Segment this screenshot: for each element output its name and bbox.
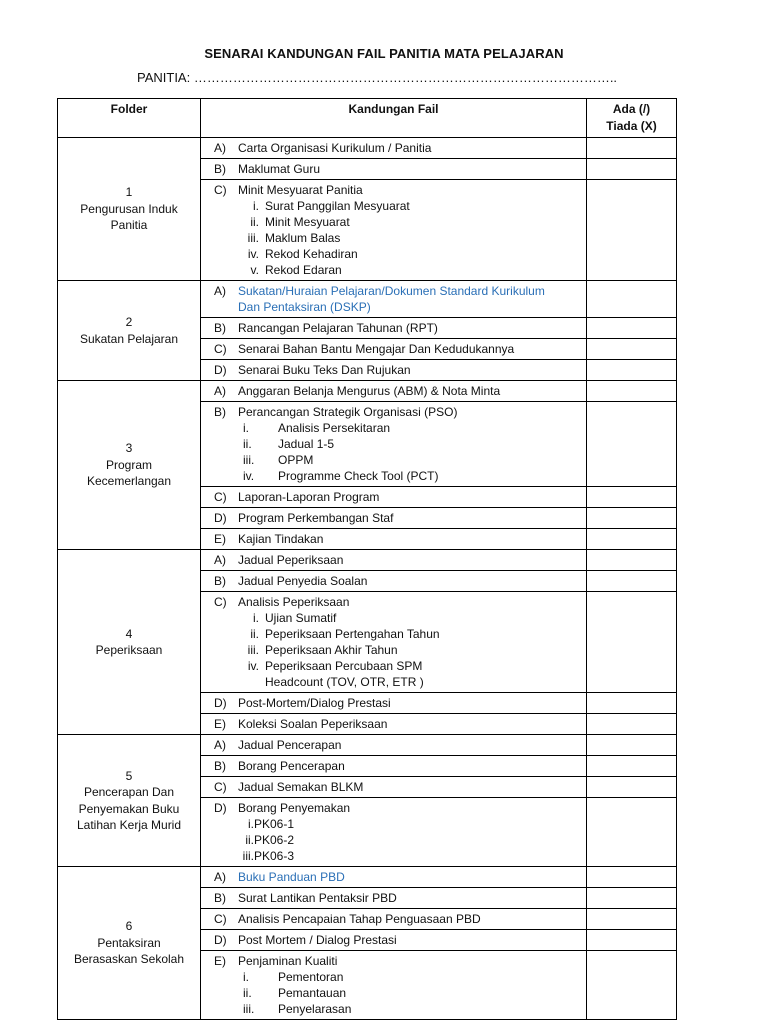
item-text: Kajian Tindakan bbox=[238, 532, 324, 546]
content-item bbox=[201, 714, 586, 734]
ada-tiada-cell[interactable] bbox=[587, 360, 677, 381]
item-text: Sukatan/Huraian Pelajaran/Dokumen Standard Kurikulum bbox=[238, 284, 545, 298]
content-item bbox=[201, 735, 586, 755]
item-letter: A) bbox=[214, 284, 226, 298]
sub-item bbox=[201, 246, 586, 262]
sub-item bbox=[201, 626, 586, 642]
content-cell bbox=[201, 487, 587, 508]
sub-item bbox=[201, 420, 586, 436]
item-letter: C) bbox=[214, 595, 227, 609]
sub-item-text: Rekod Edaran bbox=[265, 263, 342, 277]
content-item bbox=[201, 867, 586, 887]
ada-tiada-cell[interactable] bbox=[587, 318, 677, 339]
folder-name-line: Kecemerlangan bbox=[86, 474, 172, 489]
item-text: Maklumat Guru bbox=[238, 162, 321, 176]
item-text: Jadual Peperiksaan bbox=[238, 553, 344, 567]
item-text: Jadual Semakan BLKM bbox=[238, 780, 364, 794]
folder-name-line: Program bbox=[105, 457, 152, 472]
item-text: Program Perkembangan Staf bbox=[238, 511, 394, 525]
content-cell bbox=[201, 714, 587, 735]
header-kandungan: Kandungan Fail bbox=[201, 99, 587, 138]
item-letter: C) bbox=[214, 342, 227, 356]
sub-item-numeral: ii. bbox=[243, 437, 252, 451]
header-folder: Folder bbox=[58, 99, 201, 138]
content-item bbox=[201, 930, 586, 950]
sub-item-numeral: i. bbox=[248, 817, 254, 831]
sub-item-numeral: iii. bbox=[243, 453, 255, 467]
sub-item bbox=[201, 642, 586, 658]
content-cell bbox=[201, 159, 587, 180]
item-text: Jadual Penyedia Soalan bbox=[238, 574, 368, 588]
item-text: Surat Lantikan Pentaksir PBD bbox=[238, 891, 397, 905]
content-item bbox=[201, 180, 586, 200]
table-row bbox=[58, 735, 677, 756]
sub-item bbox=[201, 262, 586, 278]
sub-item bbox=[201, 198, 586, 214]
sub-item bbox=[201, 468, 586, 484]
sub-item bbox=[201, 969, 586, 985]
sub-item-text: Rekod Kehadiran bbox=[265, 247, 358, 261]
content-cell bbox=[201, 693, 587, 714]
sub-item-text: Maklum Balas bbox=[265, 231, 341, 245]
item-letter: E) bbox=[214, 532, 226, 546]
content-cell bbox=[201, 756, 587, 777]
sub-item bbox=[201, 985, 586, 1001]
sub-item-numeral: i. bbox=[253, 611, 259, 625]
item-letter: C) bbox=[214, 912, 227, 926]
content-cell bbox=[201, 777, 587, 798]
content-cell bbox=[201, 888, 587, 909]
item-letter: E) bbox=[214, 954, 226, 968]
content-item bbox=[201, 756, 586, 776]
sub-item-text: Ujian Sumatif bbox=[265, 611, 337, 625]
sub-item-text: OPPM bbox=[278, 453, 314, 467]
sub-item-numeral: ii. bbox=[245, 833, 254, 847]
content-item bbox=[201, 138, 586, 158]
item-letter: A) bbox=[214, 738, 226, 752]
content-item bbox=[201, 951, 586, 971]
sub-item bbox=[201, 452, 586, 468]
item-letter: B) bbox=[214, 574, 226, 588]
folder-name-line: Sukatan Pelajaran bbox=[79, 331, 179, 346]
sub-item-text: Jadual 1-5 bbox=[278, 437, 335, 451]
folder-number: 1 bbox=[125, 185, 133, 200]
item-text-continued: Dan Pentaksiran (DSKP) bbox=[238, 300, 371, 314]
sub-item-text: Programme Check Tool (PCT) bbox=[278, 469, 439, 483]
sub-item bbox=[201, 674, 586, 690]
item-text: Senarai Bahan Bantu Mengajar Dan Kedudukannya bbox=[238, 342, 515, 356]
sub-item bbox=[201, 832, 586, 848]
content-cell bbox=[201, 930, 587, 951]
item-letter: A) bbox=[214, 384, 226, 398]
ada-tiada-cell[interactable] bbox=[587, 159, 677, 180]
sub-item-numeral: ii. bbox=[250, 627, 259, 641]
content-item bbox=[201, 529, 586, 549]
file-contents-table bbox=[57, 98, 677, 1020]
table-row bbox=[58, 281, 677, 318]
content-item bbox=[201, 592, 586, 612]
folder-number: 3 bbox=[125, 441, 133, 456]
item-letter: B) bbox=[214, 321, 226, 335]
item-letter: A) bbox=[214, 553, 226, 567]
ada-tiada-cell[interactable] bbox=[587, 571, 677, 592]
item-text: Carta Organisasi Kurikulum / Panitia bbox=[238, 141, 432, 155]
content-item bbox=[201, 508, 586, 528]
sub-item bbox=[201, 848, 586, 864]
content-item bbox=[201, 281, 586, 301]
content-item bbox=[201, 798, 586, 818]
content-item bbox=[201, 318, 586, 338]
page-title: SENARAI KANDUNGAN FAIL PANITIA MATA PELAJARAN bbox=[204, 46, 564, 61]
header-ada-tiada bbox=[587, 99, 677, 138]
item-letter: E) bbox=[214, 717, 226, 731]
folder-cell bbox=[58, 735, 201, 867]
ada-tiada-cell[interactable] bbox=[587, 508, 677, 529]
sub-item-text: Peperiksaan Percubaan SPM bbox=[265, 659, 423, 673]
content-cell bbox=[201, 381, 587, 402]
sub-item-list bbox=[201, 610, 586, 692]
panitia-line: PANITIA: …………………………………………………………………………………….. bbox=[137, 70, 618, 85]
item-text: Post-Mortem/Dialog Prestasi bbox=[238, 696, 391, 710]
sub-item-text: Peperiksaan Akhir Tahun bbox=[265, 643, 398, 657]
ada-tiada-cell[interactable] bbox=[587, 138, 677, 159]
item-text: Rancangan Pelajaran Tahunan (RPT) bbox=[238, 321, 438, 335]
table-row bbox=[58, 138, 677, 159]
content-item bbox=[201, 487, 586, 507]
sub-item-numeral: i. bbox=[243, 970, 249, 984]
table-row bbox=[58, 381, 677, 402]
sub-item-numeral: iii. bbox=[247, 643, 259, 657]
item-text: Analisis Pencapaian Tahap Penguasaan PBD bbox=[238, 912, 481, 926]
item-letter: B) bbox=[214, 405, 226, 419]
content-cell bbox=[201, 339, 587, 360]
sub-item-numeral: ii. bbox=[250, 215, 259, 229]
item-text: Penjaminan Kualiti bbox=[238, 954, 338, 968]
content-cell bbox=[201, 951, 587, 1020]
content-item bbox=[201, 888, 586, 908]
folder-cell bbox=[58, 138, 201, 281]
sub-item-text: Minit Mesyuarat bbox=[265, 215, 350, 229]
ada-tiada-cell[interactable] bbox=[587, 180, 677, 281]
content-cell bbox=[201, 867, 587, 888]
sub-item-numeral: iv. bbox=[243, 469, 255, 483]
sub-item-text: Pemantauan bbox=[278, 986, 347, 1000]
content-cell bbox=[201, 508, 587, 529]
folder-number: 4 bbox=[125, 626, 133, 641]
ada-tiada-cell[interactable] bbox=[587, 339, 677, 360]
ada-tiada-cell[interactable] bbox=[587, 281, 677, 318]
sub-item-text: Peperiksaan Pertengahan Tahun bbox=[265, 627, 440, 641]
sub-item bbox=[201, 230, 586, 246]
sub-item bbox=[201, 436, 586, 452]
ada-tiada-cell[interactable] bbox=[587, 529, 677, 550]
folder-name-line: Berasaskan Sekolah bbox=[73, 952, 185, 967]
content-item bbox=[201, 777, 586, 797]
content-cell bbox=[201, 138, 587, 159]
sub-item bbox=[201, 816, 586, 832]
ada-tiada-cell[interactable] bbox=[587, 888, 677, 909]
ada-tiada-cell[interactable] bbox=[587, 756, 677, 777]
ada-tiada-cell[interactable] bbox=[587, 867, 677, 888]
item-letter: B) bbox=[214, 759, 226, 773]
item-letter: C) bbox=[214, 183, 227, 197]
content-item bbox=[201, 381, 586, 401]
sub-item-text: PK06-2 bbox=[254, 833, 295, 847]
ada-tiada-cell[interactable] bbox=[587, 798, 677, 867]
sub-item bbox=[201, 1001, 586, 1017]
sub-item-list bbox=[201, 198, 586, 280]
content-cell bbox=[201, 318, 587, 339]
item-letter: A) bbox=[214, 141, 226, 155]
folder-name-line: Peperiksaan bbox=[95, 643, 163, 657]
sub-item-text: Penyelarasan bbox=[278, 1002, 352, 1016]
sub-item-numeral: ii. bbox=[243, 986, 252, 1000]
sub-item-numeral: i. bbox=[253, 199, 259, 213]
folder-name-line: Panitia bbox=[110, 218, 148, 233]
sub-item-numeral bbox=[201, 674, 265, 690]
folder-name-line: Pencerapan Dan bbox=[83, 785, 175, 799]
ada-tiada-cell[interactable] bbox=[587, 550, 677, 571]
sub-item-text: PK06-3 bbox=[254, 849, 295, 863]
item-letter: B) bbox=[214, 162, 226, 176]
sub-item-numeral: v. bbox=[250, 263, 259, 277]
item-text: Buku Panduan PBD bbox=[238, 870, 345, 884]
item-text: Minit Mesyuarat Panitia bbox=[238, 183, 363, 197]
sub-item-numeral: iv. bbox=[247, 247, 259, 261]
item-letter: D) bbox=[214, 801, 227, 815]
content-item bbox=[201, 339, 586, 359]
ada-tiada-cell[interactable] bbox=[587, 487, 677, 508]
content-item bbox=[201, 360, 586, 380]
content-cell bbox=[201, 180, 587, 281]
item-letter: D) bbox=[214, 933, 227, 947]
folder-cell bbox=[58, 867, 201, 1020]
sub-item-numeral: iii. bbox=[247, 231, 259, 245]
folder-number: 2 bbox=[125, 315, 133, 329]
item-text: Laporan-Laporan Program bbox=[238, 490, 380, 504]
content-cell bbox=[201, 735, 587, 756]
sub-item bbox=[201, 658, 586, 674]
folder-cell bbox=[58, 381, 201, 550]
ada-tiada-cell[interactable] bbox=[587, 693, 677, 714]
item-text: Borang Penyemakan bbox=[238, 801, 351, 815]
ada-tiada-cell[interactable] bbox=[587, 951, 677, 1020]
content-item bbox=[201, 909, 586, 929]
content-cell bbox=[201, 529, 587, 550]
item-text: Koleksi Soalan Peperiksaan bbox=[238, 717, 388, 731]
header-ada: Ada (/) bbox=[612, 102, 651, 116]
ada-tiada-cell[interactable] bbox=[587, 592, 677, 693]
ada-tiada-cell[interactable] bbox=[587, 930, 677, 951]
content-item bbox=[201, 402, 586, 422]
ada-tiada-cell[interactable] bbox=[587, 735, 677, 756]
content-cell bbox=[201, 909, 587, 930]
ada-tiada-cell[interactable] bbox=[587, 381, 677, 402]
content-item bbox=[201, 571, 586, 591]
table-header-row bbox=[58, 99, 677, 138]
folder-name-line: Pentaksiran bbox=[97, 935, 161, 950]
item-text: Borang Pencerapan bbox=[238, 759, 345, 773]
content-cell bbox=[201, 798, 587, 867]
sub-item-text: Analisis Persekitaran bbox=[278, 421, 391, 435]
content-cell bbox=[201, 402, 587, 487]
item-text: Senarai Buku Teks Dan Rujukan bbox=[238, 363, 411, 377]
sub-item bbox=[201, 610, 586, 626]
folder-number: 6 bbox=[125, 919, 133, 934]
content-cell bbox=[201, 360, 587, 381]
content-cell bbox=[201, 571, 587, 592]
item-letter: C) bbox=[214, 490, 227, 504]
ada-tiada-cell[interactable] bbox=[587, 714, 677, 735]
sub-item-list bbox=[201, 816, 586, 866]
folder-cell bbox=[58, 281, 201, 381]
item-letter: A) bbox=[214, 870, 226, 884]
item-text: Anggaran Belanja Mengurus (ABM) & Nota Minta bbox=[238, 384, 501, 398]
folder-name-line: Pengurusan Induk bbox=[80, 201, 178, 216]
sub-item-numeral: iii. bbox=[243, 1002, 255, 1016]
folder-name-line: Penyemakan Buku bbox=[78, 801, 180, 816]
item-text: Analisis Peperiksaan bbox=[238, 595, 350, 609]
sub-item-text: Headcount (TOV, OTR, ETR ) bbox=[265, 675, 424, 689]
content-cell bbox=[201, 550, 587, 571]
sub-item-text: PK06-1 bbox=[254, 817, 295, 831]
ada-tiada-cell[interactable] bbox=[587, 777, 677, 798]
table-row bbox=[58, 867, 677, 888]
sub-item-numeral: iii. bbox=[242, 849, 254, 863]
folder-number: 5 bbox=[125, 768, 133, 783]
header-tiada: Tiada (X) bbox=[606, 119, 657, 133]
item-letter: B) bbox=[214, 891, 226, 905]
content-cell bbox=[201, 592, 587, 693]
content-item bbox=[201, 550, 586, 570]
folder-name-line: Latihan Kerja Murid bbox=[76, 818, 182, 832]
folder-cell bbox=[58, 550, 201, 735]
sub-item-text: Pementoran bbox=[278, 970, 344, 984]
sub-item-numeral: iv. bbox=[247, 659, 259, 673]
sub-item-text: Surat Panggilan Mesyuarat bbox=[265, 199, 410, 213]
item-text: Perancangan Strategik Organisasi (PSO) bbox=[238, 405, 458, 419]
item-letter: D) bbox=[214, 363, 227, 377]
content-item bbox=[201, 159, 586, 179]
content-item bbox=[201, 693, 586, 713]
table-row bbox=[58, 550, 677, 571]
item-letter: D) bbox=[214, 696, 227, 710]
item-text: Post Mortem / Dialog Prestasi bbox=[238, 933, 397, 947]
item-letter: D) bbox=[214, 511, 227, 525]
sub-item-list bbox=[201, 969, 586, 1019]
item-text: Jadual Pencerapan bbox=[238, 738, 342, 752]
sub-item-numeral: i. bbox=[243, 421, 249, 435]
content-cell bbox=[201, 281, 587, 318]
sub-item-list bbox=[201, 420, 586, 486]
sub-item bbox=[201, 214, 586, 230]
ada-tiada-cell[interactable] bbox=[587, 402, 677, 487]
ada-tiada-cell[interactable] bbox=[587, 909, 677, 930]
item-letter: C) bbox=[214, 780, 227, 794]
